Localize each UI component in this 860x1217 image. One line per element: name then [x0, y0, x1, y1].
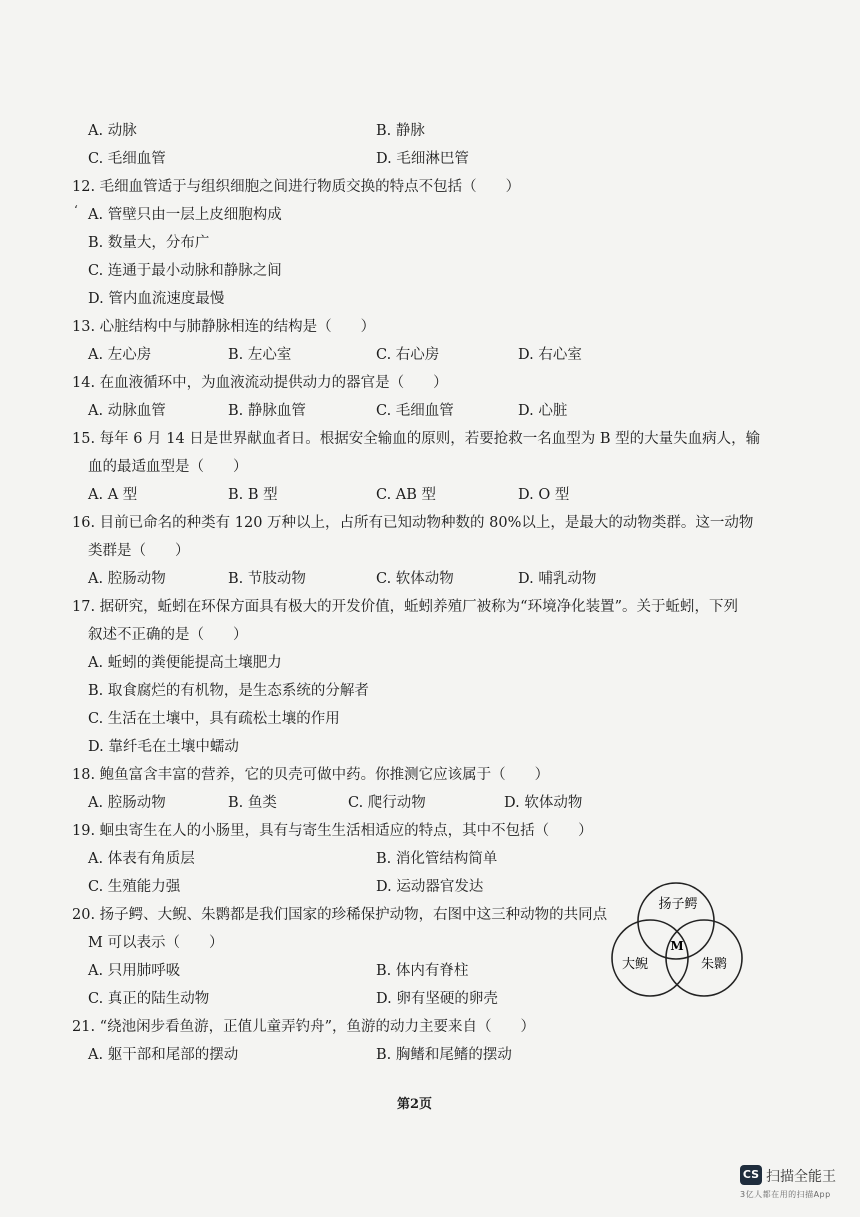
q20-stem-line1: 20. 扬子鳄、大鲵、朱鹮都是我们国家的珍稀保护动物，右图中这三种动物的共同点 — [72, 907, 608, 923]
q21-option-b: B. 胸鳍和尾鳍的摆动 — [376, 1047, 512, 1063]
q17-option-d: D. 靠纤毛在土壤中蠕动 — [88, 739, 239, 755]
q19-stem: 19. 蛔虫寄生在人的小肠里，具有与寄生生活相适应的特点，其中不包括（ ） — [72, 823, 593, 839]
q14-stem: 14. 在血液循环中，为血液流动提供动力的器官是（ ） — [72, 375, 448, 391]
stray-mark: ‘ — [74, 203, 78, 217]
q16-option-b: B. 节肢动物 — [228, 571, 306, 587]
q20-option-b: B. 体内有脊柱 — [376, 963, 469, 979]
q14-option-c: C. 毛细血管 — [376, 403, 454, 419]
q18-option-a: A. 腔肠动物 — [88, 795, 166, 811]
q21-stem: 21. “绕池闲步看鱼游，正值儿童弄钓舟”，鱼游的动力主要来自（ ） — [72, 1019, 535, 1035]
q18-option-b: B. 鱼类 — [228, 795, 277, 811]
q16-option-a: A. 腔肠动物 — [88, 571, 166, 587]
q21-option-a: A. 躯干部和尾部的摆动 — [88, 1047, 239, 1063]
q11-option-b: B. 静脉 — [376, 123, 425, 139]
q19-option-a: A. 体表有角质层 — [88, 851, 195, 867]
q15-option-a: A. A 型 — [88, 487, 138, 503]
q14-option-d: D. 心脏 — [518, 403, 568, 419]
q12-option-c: C. 连通于最小动脉和静脉之间 — [88, 263, 282, 279]
q20-option-a: A. 只用肺呼吸 — [88, 963, 181, 979]
q15-option-c: C. AB 型 — [376, 487, 437, 503]
q12-option-b: B. 数量大，分布广 — [88, 235, 210, 251]
q16-option-c: C. 软体动物 — [376, 571, 454, 587]
q15-stem-line2: 血的最适血型是（ ） — [88, 459, 248, 475]
camscanner-logo-icon: CS — [740, 1165, 762, 1185]
q19-option-b: B. 消化管结构简单 — [376, 851, 498, 867]
q13-stem: 13. 心脏结构中与肺静脉相连的结构是（ ） — [72, 319, 376, 335]
q20-option-c: C. 真正的陆生动物 — [88, 991, 210, 1007]
q11-option-c: C. 毛细血管 — [88, 151, 166, 167]
q15-option-d: D. O 型 — [518, 487, 570, 503]
q14-option-b: B. 静脉血管 — [228, 403, 306, 419]
q13-option-a: A. 左心房 — [88, 347, 152, 363]
q12-option-a: A. 管壁只由一层上皮细胞构成 — [88, 207, 282, 223]
q18-stem: 18. 鲍鱼富含丰富的营养，它的贝壳可做中药。你推测它应该属于（ ） — [72, 767, 550, 783]
q16-stem-line2: 类群是（ ） — [88, 543, 190, 559]
q17-stem-line1: 17. 据研究，蚯蚓在环保方面具有极大的开发价值，蚯蚓养殖厂被称为“环境净化装置”。关于蚯蚓，下列 — [72, 599, 738, 615]
q12-stem: 12. 毛细血管适于与组织细胞之间进行物质交换的特点不包括（ ） — [72, 179, 521, 195]
brand-name: 扫描全能王 — [766, 1169, 836, 1185]
venn-label-top: 扬子鳄 — [658, 897, 698, 912]
brand-tagline: 3亿人都在用的扫描App — [740, 1190, 831, 1199]
q18-option-d: D. 软体动物 — [504, 795, 583, 811]
q19-option-d: D. 运动器官发达 — [376, 879, 484, 895]
q13-option-c: C. 右心房 — [376, 347, 440, 363]
q11-option-a: A. 动脉 — [88, 123, 137, 139]
q20-stem-line2: M 可以表示（ ） — [88, 935, 224, 951]
q14-option-a: A. 动脉血管 — [88, 403, 166, 419]
q13-option-d: D. 右心室 — [518, 347, 582, 363]
q19-option-c: C. 生殖能力强 — [88, 879, 181, 895]
q15-stem-line1: 15. 每年 6 月 14 日是世界献血者日。根据安全输血的原则，若要抢救一名血型为 B 型的大量失血病人，输 — [72, 431, 761, 447]
q18-option-c: C. 爬行动物 — [348, 795, 426, 811]
q16-stem-line1: 16. 目前已命名的种类有 120 万种以上，占所有已知动物种数的 80%以上，是最大的动物类群。这一动物 — [72, 515, 754, 531]
venn-label-center: M — [670, 939, 684, 953]
q15-option-b: B. B 型 — [228, 487, 278, 503]
venn-diagram — [600, 876, 750, 1001]
q20-option-d: D. 卵有坚硬的卵壳 — [376, 991, 498, 1007]
q11-option-d: D. 毛细淋巴管 — [376, 151, 469, 167]
q16-option-d: D. 哺乳动物 — [518, 571, 597, 587]
venn-label-left: 大鲵 — [621, 957, 649, 972]
venn-label-right: 朱鹮 — [700, 957, 728, 972]
page-number: 第2页 — [397, 1097, 433, 1112]
q17-stem-line2: 叙述不正确的是（ ） — [88, 627, 248, 643]
q12-option-d: D. 管内血流速度最慢 — [88, 291, 225, 307]
scanner-watermark — [740, 1165, 850, 1205]
q13-option-b: B. 左心室 — [228, 347, 292, 363]
q17-option-c: C. 生活在土壤中，具有疏松土壤的作用 — [88, 711, 340, 727]
q17-option-a: A. 蚯蚓的粪便能提高土壤肥力 — [88, 655, 282, 671]
q17-option-b: B. 取食腐烂的有机物，是生态系统的分解者 — [88, 683, 369, 699]
